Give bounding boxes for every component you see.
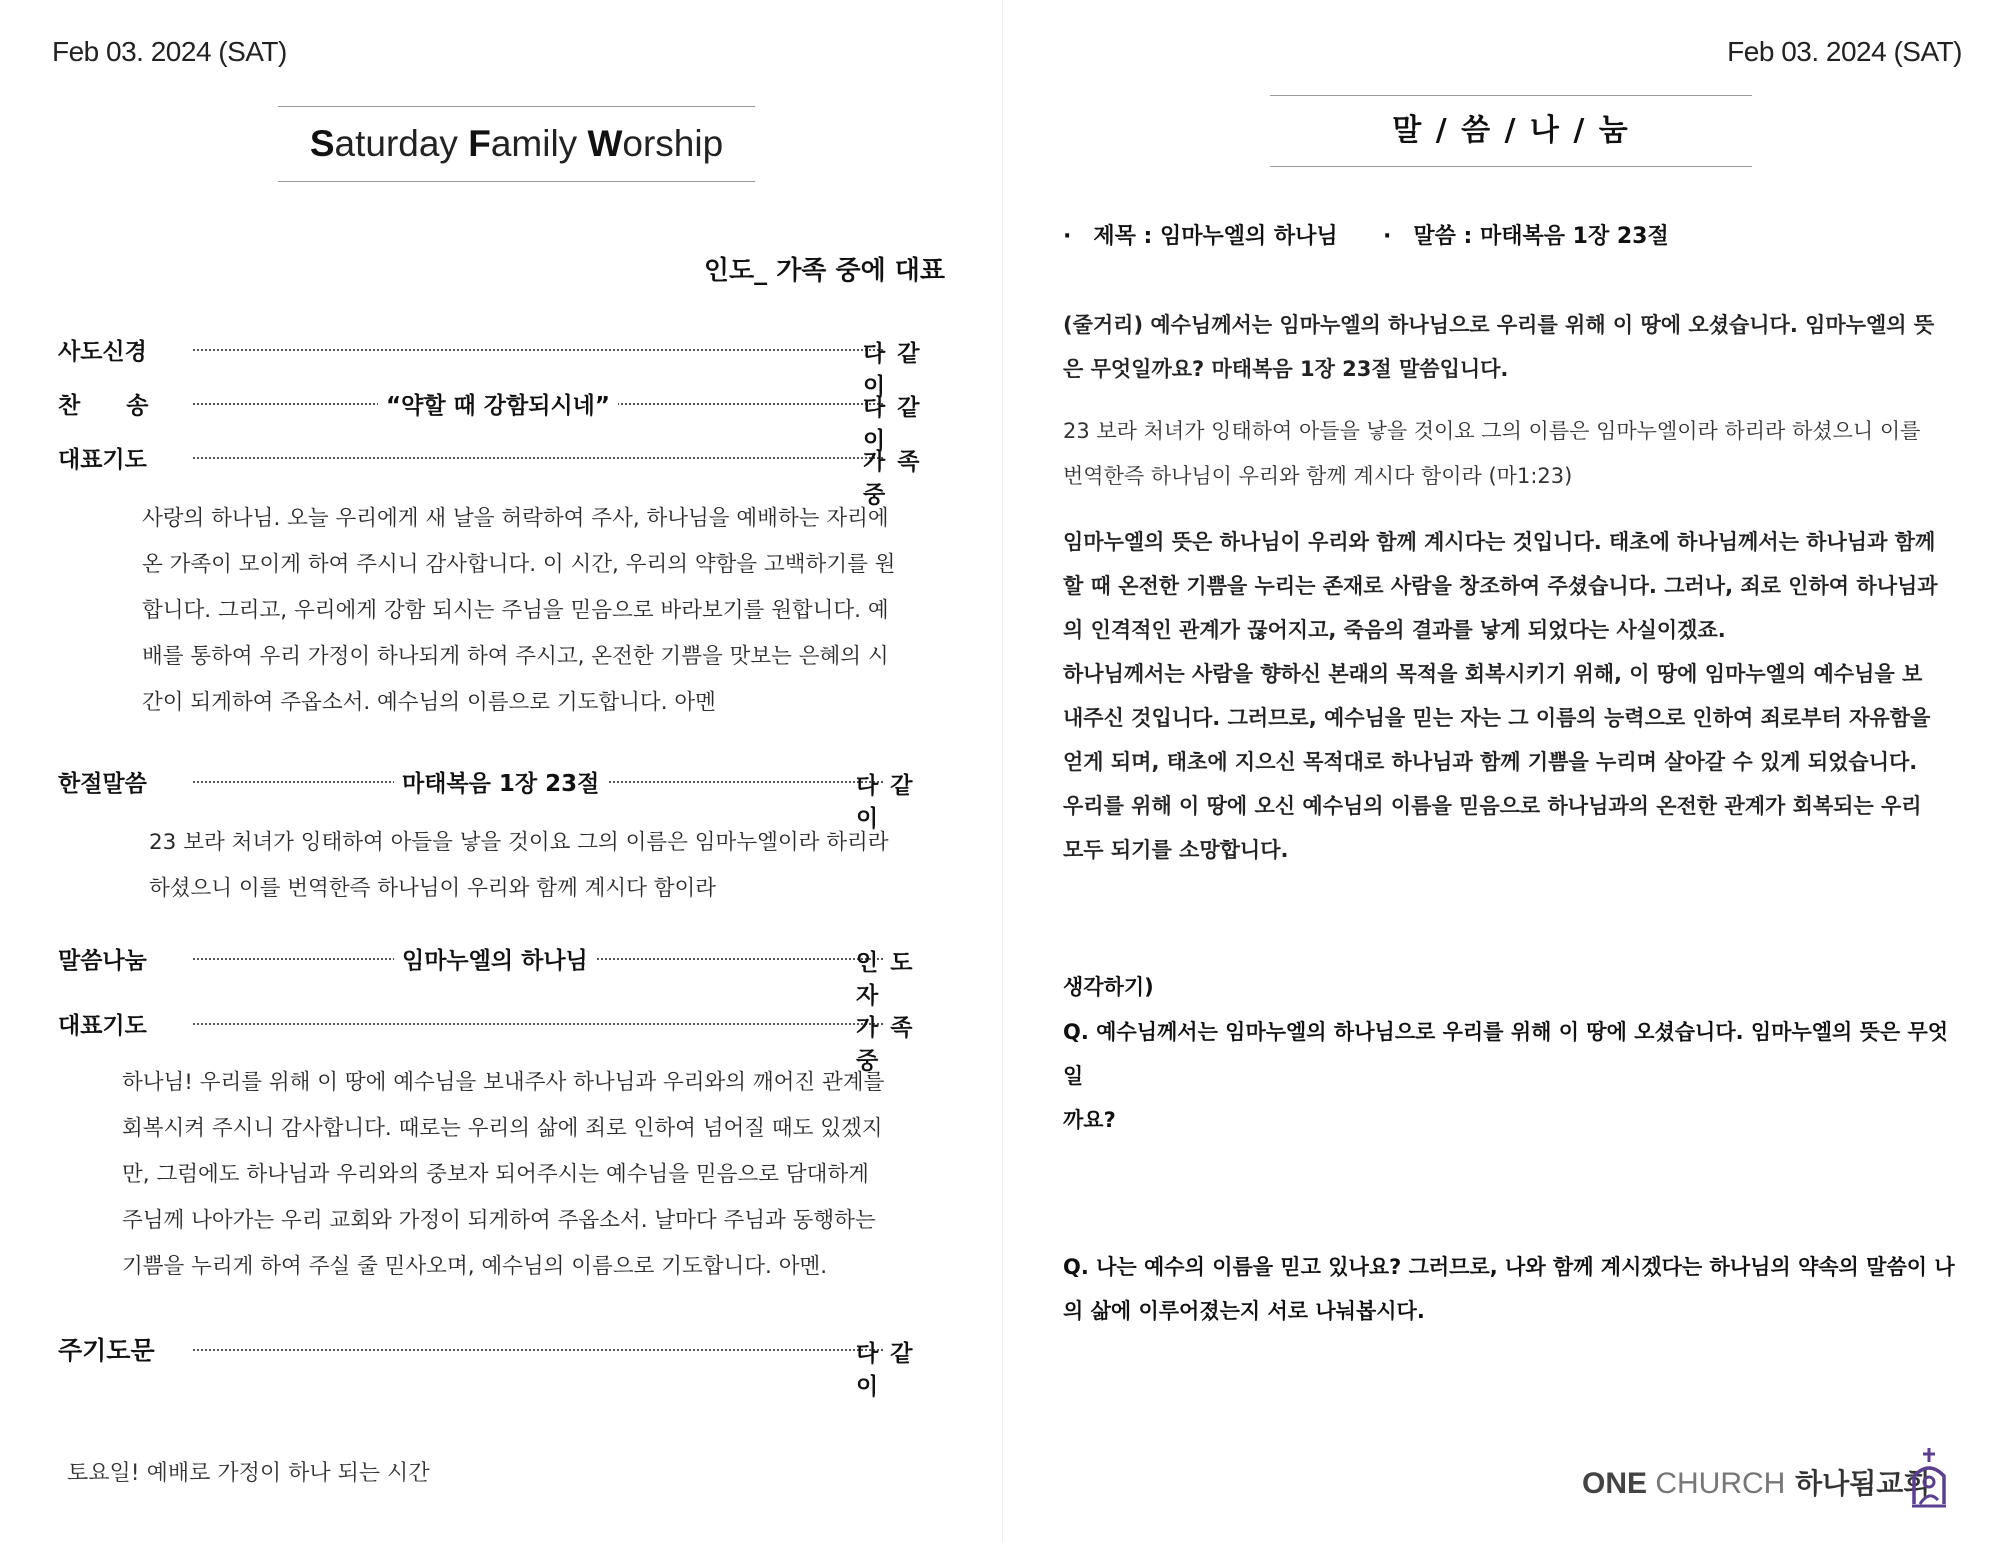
- order-row: [58, 333, 944, 400]
- verse-text-left: 23 보라 처녀가 잉태하여 아들을 낳을 것이요 그의 이름은 임마누엘이라 하리라 하셨으니 이를 번역한즉 하나님이 우리와 함께 계시다 함이라: [149, 830, 889, 901]
- summary: (줄거리) 예수님께서는 임마누엘의 하나님으로 우리를 위해 이 땅에 오셨습니다. 임마누엘의 뜻 은 무엇일까요? 마태복음 1장 23절 말씀입니다.: [1063, 313, 1935, 381]
- explanation-body: 임마누엘의 뜻은 하나님이 우리와 함께 계시다는 것입니다. 태초에 하나님께서는 하나님과 함께 할 때 온전한 기쁨을 누리는 존재로 사람을 창조하여 주셨습니다. 그러나, 죄로 인하여 하나님과 의 인격적인 관계가 끊어지고, 죽음의 결과를 낳게 되었다는 사실이겠죠. 하나님께서는 사람을 향하신 본래의 목적을 회복시키기 위해, 이 땅에 임마누엘의 예수님을 보 내주신 것입니다. 그러므로, 예수님을 믿는 자는 그 이름의 능력으로 인하여 죄로부터 자유함을 얻게 되며, 태초에 지으신 목적대로 하나님과 함께 기쁨을 누리며 살아갈 수 있게 되었습니다. 우리를 위해 이 땅에 오신 예수님의 이름을 믿음으로 하나님과의 온전한 관계가 회복되는 우리 모두 되기를 소망합니다.: [1063, 530, 1938, 862]
- worship-title: [278, 106, 755, 182]
- row-right: 가 족 중: [856, 1015, 915, 1074]
- row-label: 대표기도: [58, 1013, 147, 1039]
- order-row: [58, 387, 944, 454]
- sharing-title: [1270, 95, 1752, 167]
- church-cross-icon: [1906, 1446, 1952, 1510]
- date-left: Feb 03. 2024 (SAT): [52, 36, 287, 67]
- row-right: 다 같 이: [856, 773, 915, 832]
- think-label: 생각하기): [1063, 975, 1154, 999]
- leader-note: 인도_ 가족 중에 대표: [703, 256, 945, 286]
- row-right: 가 족 중: [863, 449, 922, 508]
- order-row: [58, 1007, 944, 1074]
- question-1: Q. 예수님께서는 임마누엘의 하나님으로 우리를 위해 이 땅에 오셨습니다. 임마누엘의 뜻은 무엇일 까요?: [1063, 1020, 1949, 1132]
- row-center: 임마누엘의 하나님: [394, 942, 596, 975]
- row-center: 마태복음 1장 23절: [394, 765, 607, 798]
- prayer-text-1: 사랑의 하나님. 오늘 우리에게 새 날을 허락하여 주사, 하나님을 예배하는 자리에 온 가족이 모이게 하여 주시니 감사합니다. 이 시간, 우리의 약함을 고백하기를 원 합니다. 그리고, 우리에게 강함 되시는 주님을 믿음으로 바라보기를 원합니다. 예 배를 통하여 우리 가정이 하나되게 하여 주시고, 온전한 기쁨을 맛보는 은혜의 시 간이 되게하여 주옵소서. 예수님의 이름으로 기도합니다. 아멘: [142, 506, 896, 715]
- row-label: 대표기도: [58, 447, 147, 473]
- order-row: [58, 765, 944, 832]
- order-row: [58, 441, 944, 508]
- order-row: [58, 942, 944, 1009]
- question-2: Q. 나는 예수의 이름을 믿고 있나요? 그러므로, 나와 함께 계시겠다는 하나님의 약속의 말씀이 나 의 삶에 이루어졌는지 서로 나눠봅시다.: [1063, 1255, 1955, 1323]
- worship-title-text: Saturday Family Worship: [309, 123, 724, 164]
- row-right: 다 같 이: [863, 341, 922, 400]
- leader-dots: [193, 457, 883, 459]
- row-label: 말씀나눔: [58, 948, 147, 974]
- leader-dots: [193, 349, 883, 351]
- subject: · 제목 : 임마누엘의 하나님: [1063, 224, 1338, 249]
- row-label: 찬 송: [58, 393, 149, 419]
- row-label: 사도신경: [58, 339, 147, 365]
- page-divider: [1002, 0, 1003, 1542]
- leader-dots: [193, 1349, 883, 1351]
- verse-text-right: 23 보라 처녀가 잉태하여 아들을 낳을 것이요 그의 이름은 임마누엘이라 하리라 하셨으니 이를 번역한즉 하나님이 우리와 함께 계시다 함이라 (마1:23): [1063, 419, 1921, 488]
- church-logo-text: ONE CHURCH 하나됨교회: [1582, 1467, 1931, 1500]
- row-right: 다 같 이: [863, 395, 922, 454]
- row-label: 한절말씀: [58, 771, 147, 797]
- row-label: 주기도문: [58, 1336, 155, 1365]
- row-right: 다 같 이: [856, 1341, 915, 1400]
- footer-slogan: 토요일! 예배로 가정이 하나 되는 시간: [67, 1461, 430, 1486]
- scripture-ref: · 말씀 : 마태복음 1장 23절: [1383, 224, 1669, 249]
- sharing-title-text: 말 / 씀 / 나 / 눔: [1392, 113, 1630, 148]
- prayer-text-2: 하나님! 우리를 위해 이 땅에 예수님을 보내주사 하나님과 우리와의 깨어진 관계를 회복시켜 주시니 감사합니다. 때로는 우리의 삶에 죄로 인하여 넘어질 때도 있겠지 만, 그럼에도 하나님과 우리와의 중보자 되어주시는 예수님을 믿음으로 담대하게 주님께 나아가는 우리 교회와 가정이 되게하여 주옵소서. 날마다 주님과 동행하는 기쁨을 누리게 하여 주실 줄 믿사오며, 예수님의 이름으로 기도합니다. 아멘.: [122, 1070, 885, 1279]
- date-right: Feb 03. 2024 (SAT): [1727, 36, 1962, 67]
- row-right: 인 도 자: [856, 950, 915, 1009]
- row-center: “약할 때 강함되시네”: [378, 387, 618, 420]
- leader-dots: [193, 1023, 883, 1025]
- order-row: [58, 1333, 944, 1400]
